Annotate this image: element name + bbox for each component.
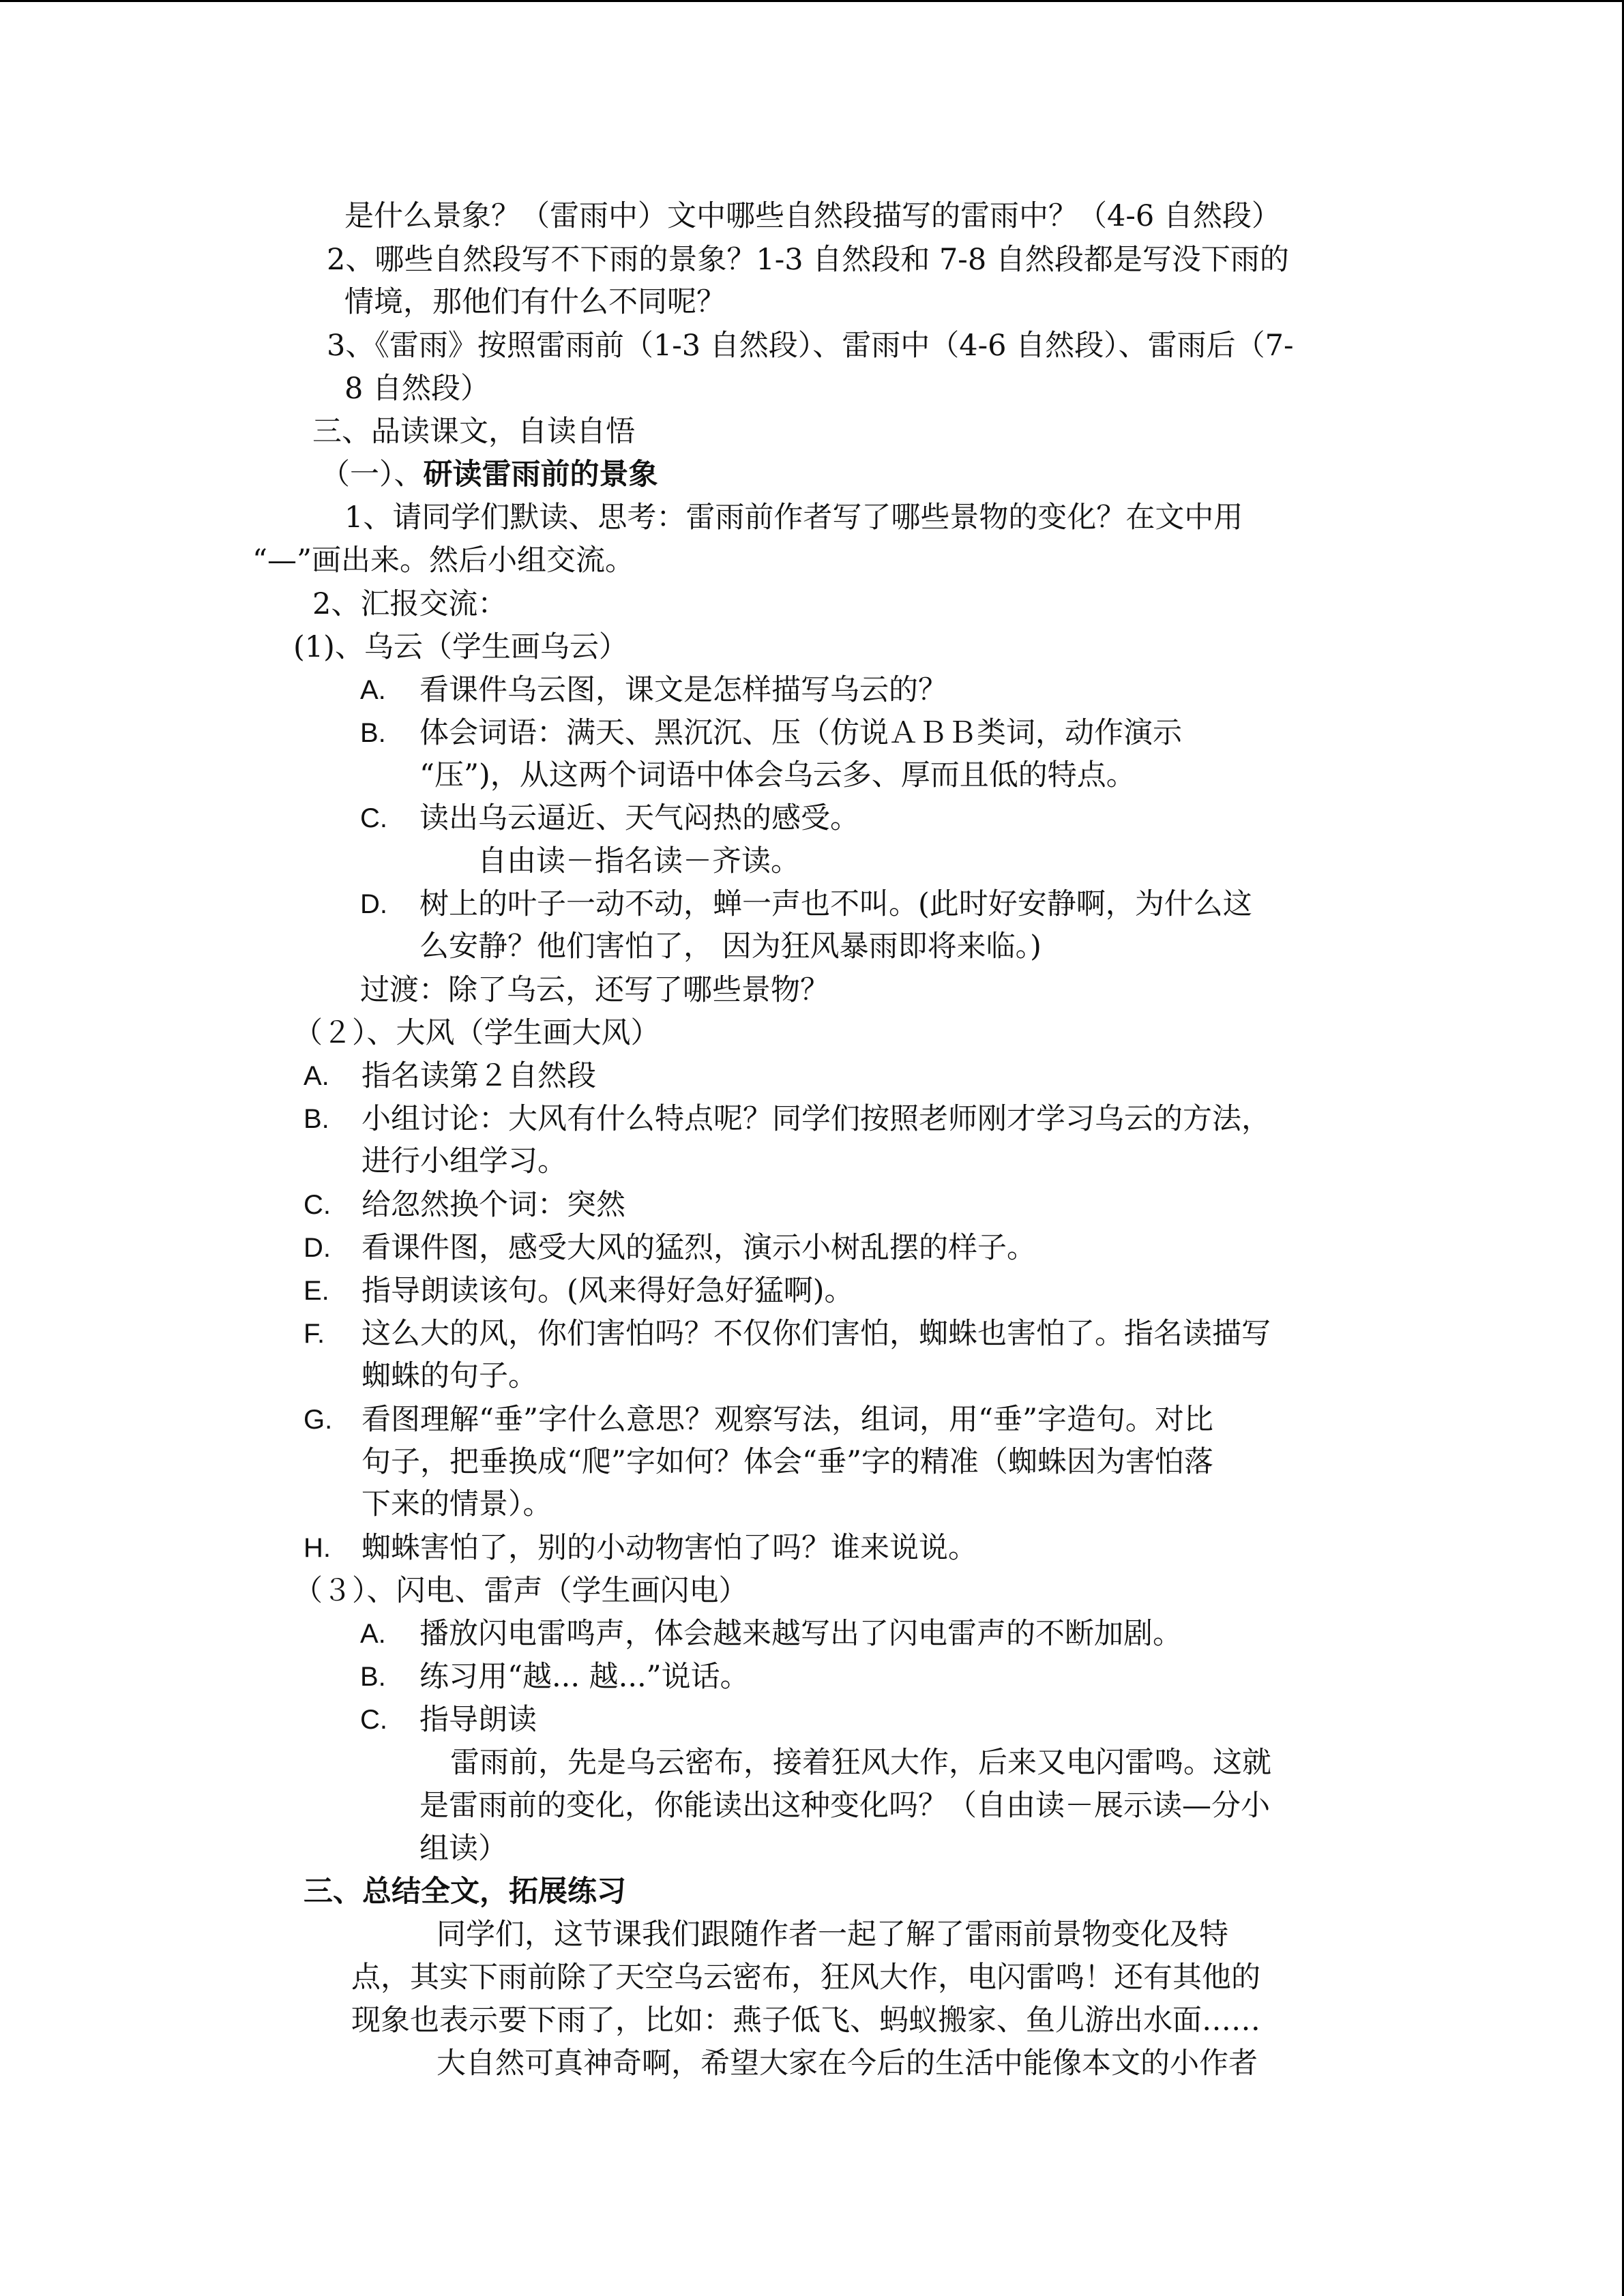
list-heading: （２）、大风（学生画大风） xyxy=(293,1016,660,1050)
list-marker: A. xyxy=(360,1619,386,1649)
list-item: 小组讨论：大风有什么特点呢？同学们按照老师刚才学习乌云的方法， xyxy=(361,1102,1271,1136)
list-item: 这么大的风，你们害怕吗？不仅你们害怕，蜘蛛也害怕了。指名读描写 xyxy=(361,1317,1271,1351)
list-marker: D. xyxy=(304,1233,331,1263)
text-line: “—”画出来。然后小组交流。 xyxy=(252,543,634,578)
list-marker: C. xyxy=(360,803,387,833)
text-line: 情境，那他们有什么不同呢？ xyxy=(344,285,726,319)
text-line: 3、《雷雨》按照雷雨前（1-3 自然段）、雷雨中（4-6 自然段）、雷雨后（7- xyxy=(327,329,1294,363)
subsection-number: （一）、 xyxy=(321,458,424,492)
list-item-continuation: 句子，把垂换成“爬”字如何？体会“垂”字的精准（蜘蛛因为害怕落 xyxy=(361,1445,1213,1479)
list-item: 播放闪电雷鸣声，体会越来越写出了闪电雷声的不断加剧。 xyxy=(419,1617,1182,1651)
subsection-title: 研读雷雨前的景象 xyxy=(423,458,658,492)
list-marker: B. xyxy=(304,1104,329,1134)
list-marker: G. xyxy=(304,1405,333,1435)
list-item-continuation: 蜘蛛的句子。 xyxy=(361,1359,537,1393)
paragraph-line: 雷雨前，先是乌云密布，接着狂风大作，后来又电闪雷鸣。这就 xyxy=(450,1746,1271,1780)
list-item: 看课件乌云图，课文是怎样描写乌云的？ xyxy=(419,673,947,707)
text-line: 是什么景象？（雷雨中）文中哪些自然段描写的雷雨中？（4-6 自然段） xyxy=(344,199,1281,233)
page-top-border xyxy=(0,0,1624,2)
list-item: 指导朗读 xyxy=(419,1703,537,1737)
list-item-continuation: 么安静？他们害怕了， 因为狂风暴雨即将来临。) xyxy=(419,929,1042,964)
paragraph-line: 现象也表示要下雨了，比如：燕子低飞、蚂蚁搬家、鱼儿游出水面…… xyxy=(351,2003,1260,2038)
list-heading: (1)、乌云（学生画乌云） xyxy=(293,630,628,664)
list-marker: A. xyxy=(304,1061,329,1091)
list-item: 指导朗读该句。(风来得好急好猛啊)。 xyxy=(361,1274,854,1308)
list-item: 看课件图，感受大风的猛烈，演示小树乱摆的样子。 xyxy=(361,1231,1036,1265)
list-item: 指名读第２自然段 xyxy=(361,1059,596,1093)
text-line: 2、汇报交流： xyxy=(312,587,507,621)
text-line: 过渡：除了乌云，还写了哪些景物？ xyxy=(360,973,829,1007)
list-marker: E. xyxy=(304,1276,329,1306)
text-line: 8 自然段） xyxy=(344,372,490,406)
list-heading: （３）、闪电、雷声（学生画闪电） xyxy=(293,1574,748,1608)
list-marker: F. xyxy=(304,1319,325,1349)
section-heading: 三、总结全文，拓展练习 xyxy=(304,1875,626,1909)
paragraph-line: 是雷雨前的变化，你能读出这种变化吗？（自由读－展示读—分小 xyxy=(419,1789,1270,1823)
section-heading xyxy=(312,411,635,453)
paragraph-line: 同学们，这节课我们跟随作者一起了解了雷雨前景物变化及特 xyxy=(437,1918,1228,1952)
list-marker: C. xyxy=(304,1190,331,1220)
list-item-continuation: “压”)，从这两个词语中体会乌云多、厚而且低的特点。 xyxy=(419,758,1136,792)
list-item: 看图理解“垂”字什么意思？观察写法，组词，用“垂”字造句。对比 xyxy=(361,1403,1213,1437)
list-marker: H. xyxy=(304,1533,331,1563)
list-item-continuation: 自由读－指名读－齐读。 xyxy=(477,844,800,878)
list-item: 练习用“越... 越...”说话。 xyxy=(419,1660,750,1694)
list-item: 读出乌云逼近、天气闷热的感受。 xyxy=(419,801,859,835)
paragraph-line: 组读） xyxy=(419,1832,507,1866)
list-marker: C. xyxy=(360,1705,387,1735)
list-marker: B. xyxy=(360,1662,386,1692)
list-marker: A. xyxy=(360,675,386,705)
text-line: 1、请同学们默读、思考：雷雨前作者写了哪些景物的变化？在文中用 xyxy=(344,501,1243,535)
section-heading-number: 三、品读课文，自读自悟 xyxy=(312,415,635,449)
list-item: 体会词语：满天、黑沉沉、压（仿说ＡＢＢ类词，动作演示 xyxy=(419,716,1182,750)
subsection-heading xyxy=(321,453,658,496)
list-marker: D. xyxy=(360,889,387,919)
text-line: 2、哪些自然段写不下雨的景象？1-3 自然段和 7-8 自然段都是写没下雨的 xyxy=(327,243,1289,277)
list-item-continuation: 下来的情景）。 xyxy=(361,1487,552,1521)
list-item: 树上的叶子一动不动，蝉一声也不叫。(此时好安静啊，为什么这 xyxy=(419,887,1252,921)
list-item: 蜘蛛害怕了，别的小动物害怕了吗？谁来说说。 xyxy=(361,1531,977,1565)
list-item-continuation: 进行小组学习。 xyxy=(361,1144,567,1178)
list-marker: B. xyxy=(360,718,386,748)
paragraph-line: 点，其实下雨前除了天空乌云密布，狂风大作，电闪雷鸣！还有其他的 xyxy=(351,1960,1260,1995)
paragraph-line: 大自然可真神奇啊，希望大家在今后的生活中能像本文的小作者 xyxy=(437,2046,1258,2081)
list-item: 给忽然换个词：突然 xyxy=(361,1188,625,1222)
